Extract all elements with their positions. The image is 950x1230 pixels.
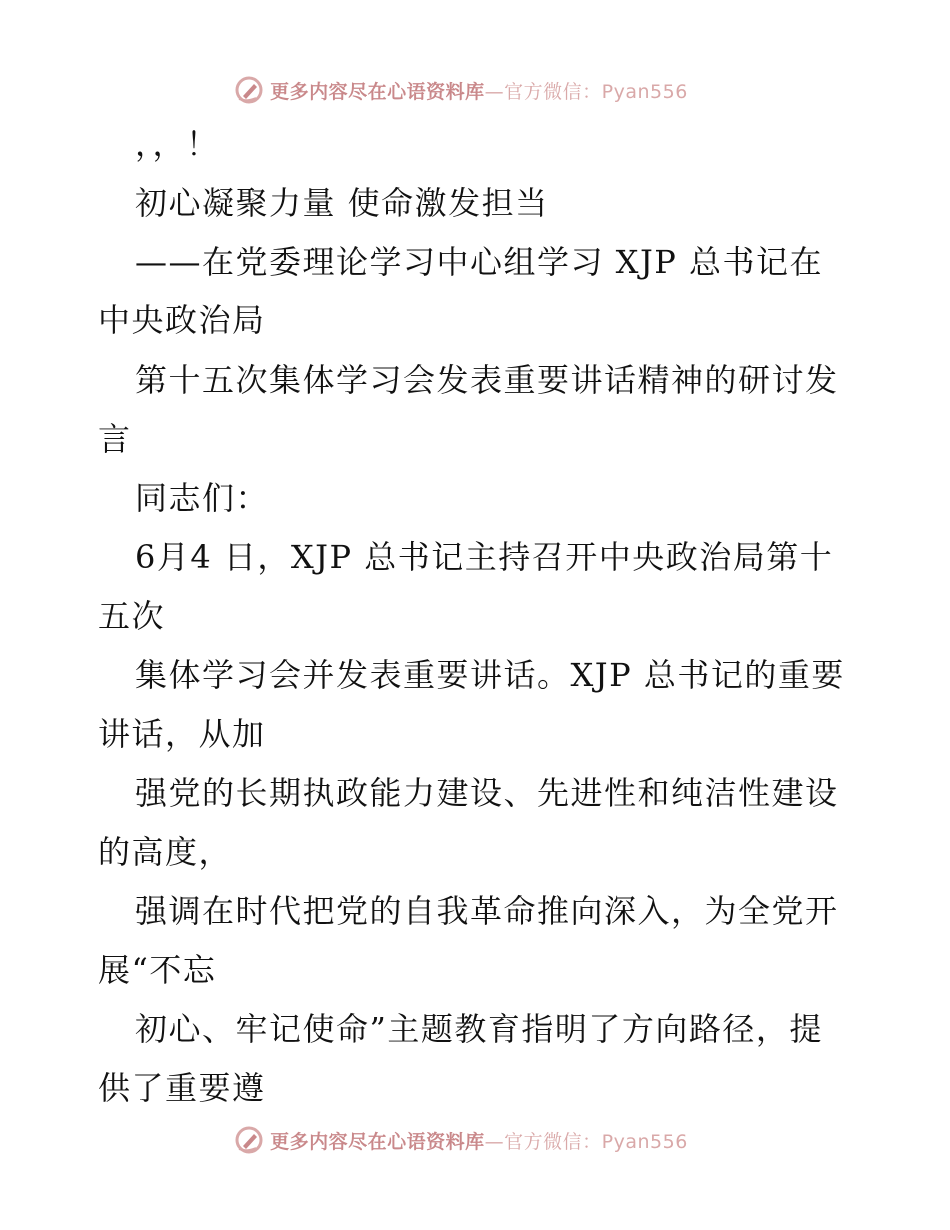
text-line: 强党的长期执政能力建设、先进性和纯洁性建设 (135, 774, 839, 812)
document-title: 初心凝聚力量 使命激发担当 (135, 184, 549, 222)
text-line: 言 (98, 420, 132, 458)
pen-logo-icon (234, 1125, 264, 1155)
text-line: ，，！ (135, 125, 220, 163)
watermark-brand: 更多内容尽在心语资料库 (270, 80, 485, 103)
text-line: 第十五次集体学习会发表重要讲话精神的研讨发 (135, 361, 839, 399)
watermark-text (270, 1127, 688, 1154)
text-line: 讲话，从加 (98, 715, 266, 753)
text-line: 强调在时代把党的自我革命推向深入，为全党开 (135, 892, 839, 930)
document-subtitle: ——在党委理论学习中心组学习 XJP 总书记在 (135, 243, 823, 281)
text-line: 的高度， (98, 833, 233, 871)
text-line: 初心、牢记使命”主题教育指明了方向路径，提 (135, 1010, 823, 1048)
document-subtitle-cont: 中央政治局 (98, 301, 266, 339)
footer-watermark (0, 1120, 950, 1160)
watermark-contact: —官方微信：Pyan556 (484, 1130, 688, 1153)
text-line: 展“不忘 (98, 951, 217, 989)
watermark-brand: 更多内容尽在心语资料库 (270, 1130, 485, 1153)
text-line: 供了重要遵 (98, 1069, 266, 1107)
text-line: 五次 (98, 597, 166, 635)
salutation: 同志们： (135, 479, 270, 517)
text-line: 6月4 日，XJP 总书记主持召开中央政治局第十 (135, 538, 834, 576)
watermark-text (270, 77, 688, 104)
header-watermark (0, 70, 950, 110)
text-line: 集体学习会并发表重要讲话。XJP 总书记的重要 (135, 656, 845, 694)
watermark-contact: —官方微信：Pyan556 (484, 80, 688, 103)
pen-logo-icon (234, 75, 264, 105)
